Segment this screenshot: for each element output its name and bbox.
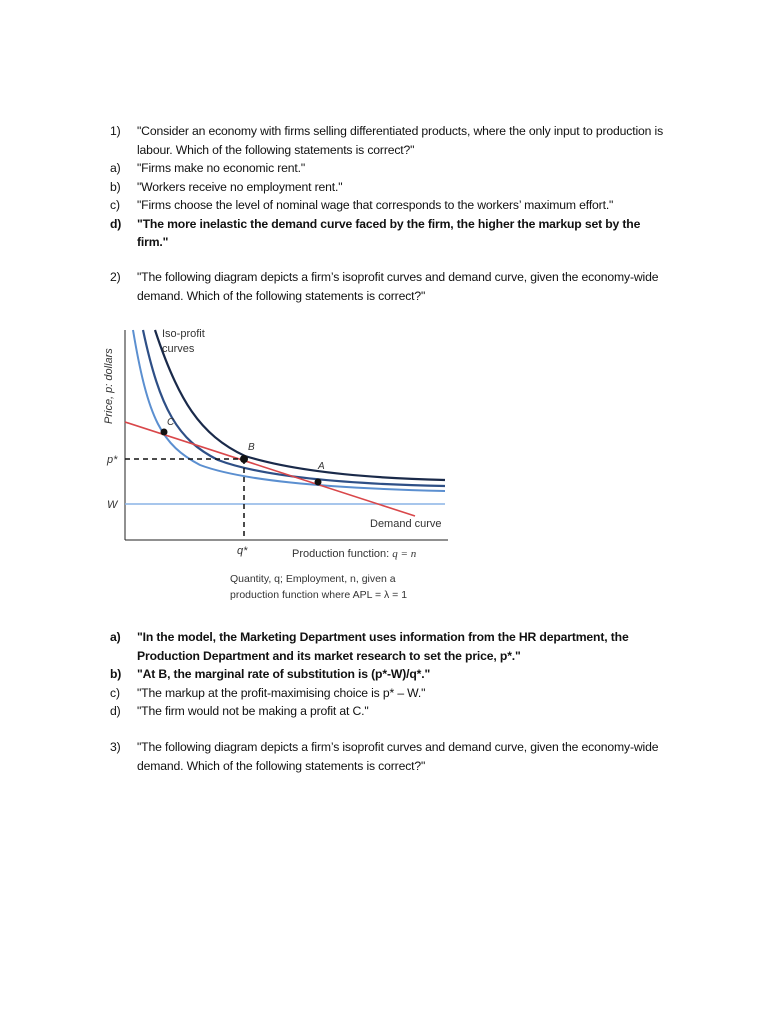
question-text: "Consider an economy with firms selling differentiated products, where the only input to production is labour. Which of the following statements is correct?"	[137, 124, 664, 157]
question-number: 3)	[110, 740, 121, 754]
option-a: a) "Firms make no economic rent."	[110, 161, 306, 175]
isoprofit-label-line2: curves	[162, 343, 195, 355]
demand-curve-label: Demand curve	[370, 518, 442, 530]
x-axis-caption-line1: Quantity, q; Employment, n, given a	[230, 573, 396, 585]
question-text: "The following diagram depicts a firm’s isoprofit curves and demand curve, given the economy-wide demand. Which of the following statements is correct?"	[137, 270, 659, 303]
production-function-label: Production function: q = n	[292, 548, 417, 560]
question-2-options	[110, 628, 670, 721]
question-text: "The following diagram depicts a firm’s isoprofit curves and demand curve, given the economy-wide demand. Which of the following statements is correct?"	[137, 740, 659, 773]
option-b: b) "At B, the marginal rate of substitution is (p*-W)/q*."	[110, 667, 431, 681]
option-c: c) "The markup at the profit-maximising choice is p* – W."	[110, 685, 426, 700]
point-b-label: B	[248, 442, 255, 453]
question-number: 2)	[110, 270, 121, 284]
question-2	[110, 268, 670, 305]
point-c-label: C	[167, 417, 175, 428]
option-d: d) "The more inelastic the demand curve faced by the firm, the higher the markup set by the firm."	[110, 216, 641, 249]
option-b: b) "Workers receive no employment rent."	[110, 179, 343, 194]
question-number: 1)	[110, 124, 121, 138]
option-a: a) "In the model, the Marketing Department uses information from the HR department, the Production Department and its market research to set the price, p*."	[110, 630, 629, 663]
wage-label: W	[107, 499, 118, 511]
q-star-label: q*	[237, 545, 248, 557]
x-axis-caption-line2: production function where APL = λ = 1	[230, 589, 408, 601]
option-d: d) "The firm would not be making a profit at C."	[110, 704, 369, 718]
isoprofit-label-line1: Iso-profit	[162, 328, 205, 340]
point-a-marker	[315, 479, 322, 486]
question-1	[110, 122, 670, 252]
isoprofit-curve-dark	[155, 330, 445, 480]
point-a-label: A	[318, 461, 325, 472]
y-axis-label: Price, p: dollars	[103, 348, 115, 424]
p-star-label: p*	[107, 454, 118, 466]
isoprofit-diagram	[90, 318, 470, 610]
question-3	[110, 738, 670, 775]
point-b-marker	[240, 455, 248, 463]
point-c-marker	[161, 429, 168, 436]
option-c: c) "Firms choose the level of nominal wage that corresponds to the workers’ maximum effort."	[110, 198, 614, 212]
demand-curve	[125, 422, 415, 516]
